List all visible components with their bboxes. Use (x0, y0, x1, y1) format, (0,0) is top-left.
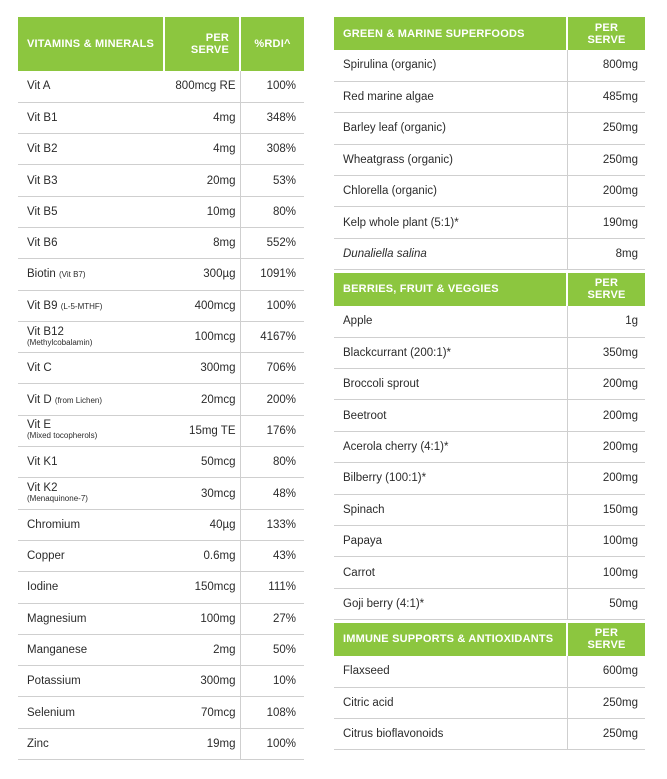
nutrient-name: Vit B12 (27, 325, 64, 338)
nutrient-name-cell (18, 666, 164, 697)
nutrient-name: Vit B6 (27, 237, 58, 250)
nutrient-rdi: 48% (240, 478, 304, 509)
nutrient-name-cell (18, 227, 164, 258)
nutrient-rdi: 100% (240, 290, 304, 321)
nutrient-name-cell (18, 478, 164, 509)
nutrient-form: (from Lichen) (54, 395, 103, 405)
vitamins-row (18, 728, 304, 759)
ingredient-amount: 250mg (567, 687, 645, 718)
ingredient-name: Red marine algae (334, 81, 567, 112)
vitamins-row (18, 227, 304, 258)
vitamins-row (18, 697, 304, 728)
nutrient-rdi: 706% (240, 353, 304, 384)
per-serve-header: PER SERVE (567, 17, 645, 50)
ingredient-row (334, 400, 645, 431)
nutrient-name: Vit A (27, 80, 51, 93)
nutrient-amount: 8mg (164, 227, 240, 258)
nutrient-name: Copper (27, 550, 65, 563)
ingredient-amount: 200mg (567, 369, 645, 400)
nutrient-name-cell (18, 634, 164, 665)
ingredient-row (334, 238, 645, 269)
vitamins-row (18, 509, 304, 540)
nutrient-name-cell (18, 290, 164, 321)
ingredient-name: Dunaliella salina (334, 238, 567, 269)
ingredient-amount: 200mg (567, 463, 645, 494)
ingredient-row (334, 431, 645, 462)
nutrient-rdi: 43% (240, 540, 304, 571)
ingredient-name: Goji berry (4:1)* (334, 588, 567, 619)
nutrient-rdi: 133% (240, 509, 304, 540)
nutrient-rdi: 100% (240, 728, 304, 759)
nutrient-name-cell (18, 603, 164, 634)
ingredient-amount: 600mg (567, 656, 645, 687)
vitamins-row (18, 290, 304, 321)
vitamins-row (18, 165, 304, 196)
ingredient-amount: 485mg (567, 81, 645, 112)
ingredient-name: Chlorella (organic) (334, 176, 567, 207)
nutrient-rdi: 200% (240, 384, 304, 415)
nutrient-rdi: 100% (240, 71, 304, 102)
ingredient-amount: 50mg (567, 588, 645, 619)
ingredient-row (334, 207, 645, 238)
ingredient-row (334, 337, 645, 368)
vitamins-row (18, 71, 304, 102)
vitamins-row (18, 102, 304, 133)
nutrient-form: (Methylcobalamin) (27, 337, 93, 347)
ingredient-name: Barley leaf (organic) (334, 113, 567, 144)
section-title: BERRIES, FRUIT & VEGGIES (334, 273, 567, 306)
nutrient-name-cell (18, 384, 164, 415)
nutrient-rdi: 108% (240, 697, 304, 728)
vitamins-row (18, 134, 304, 165)
ingredient-row (334, 525, 645, 556)
nutrient-rdi: 1091% (240, 259, 304, 290)
nutrient-name-cell (18, 415, 164, 446)
ingredient-row (334, 463, 645, 494)
nutrient-amount: 300µg (164, 259, 240, 290)
nutrient-name: Vit B9 (27, 299, 58, 312)
nutrient-name: Manganese (27, 643, 88, 656)
ingredient-name: Kelp whole plant (5:1)* (334, 207, 567, 238)
per-serve-header: PER SERVE (567, 273, 645, 306)
ingredient-amount: 250mg (567, 113, 645, 144)
nutrient-name: Zinc (27, 737, 49, 750)
ingredient-row (334, 144, 645, 175)
nutrient-rdi: 111% (240, 572, 304, 603)
ingredient-row (334, 557, 645, 588)
nutrient-amount: 400mcg (164, 290, 240, 321)
section-title: IMMUNE SUPPORTS & ANTIOXIDANTS (334, 623, 567, 656)
vitamins-header-cell: VITAMINS & MINERALS (18, 17, 164, 71)
nutrient-name: Vit E (27, 419, 52, 432)
nutrient-name: Magnesium (27, 612, 87, 625)
nutrient-name-cell (18, 509, 164, 540)
nutrient-amount: 300mg (164, 353, 240, 384)
nutrient-name-cell (18, 165, 164, 196)
ingredient-amount: 200mg (567, 400, 645, 431)
nutrient-name: Vit B5 (27, 205, 58, 218)
ingredient-amount: 200mg (567, 176, 645, 207)
ingredient-amount: 800mg (567, 50, 645, 81)
nutrient-amount: 100mcg (164, 321, 240, 352)
nutrient-amount: 100mg (164, 603, 240, 634)
ingredient-row (334, 81, 645, 112)
vitamins-row (18, 540, 304, 571)
ingredient-name: Flaxseed (334, 656, 567, 687)
nutrient-name: Selenium (27, 706, 75, 719)
nutrient-amount: 4mg (164, 134, 240, 165)
nutrient-name: Vit B1 (27, 111, 58, 124)
ingredient-row (334, 306, 645, 337)
nutrient-rdi: 348% (240, 102, 304, 133)
vitamins-row (18, 572, 304, 603)
ingredient-name: Citrus bioflavonoids (334, 718, 567, 749)
nutrient-form: (Mixed tocopherols) (27, 431, 98, 441)
ingredient-row (334, 588, 645, 619)
vitamins-row (18, 196, 304, 227)
vitamins-row (18, 259, 304, 290)
nutrient-amount: 10mg (164, 196, 240, 227)
ingredient-name: Blackcurrant (200:1)* (334, 337, 567, 368)
nutrient-name: Vit C (27, 362, 52, 375)
nutrient-name: Chromium (27, 518, 81, 531)
nutrient-amount: 20mg (164, 165, 240, 196)
ingredient-name: Citric acid (334, 687, 567, 718)
ingredient-name: Carrot (334, 557, 567, 588)
ingredient-name: Broccoli sprout (334, 369, 567, 400)
nutrient-amount: 70mcg (164, 697, 240, 728)
vitamins-row (18, 384, 304, 415)
nutrient-amount: 150mcg (164, 572, 240, 603)
section-header-row (334, 623, 645, 656)
nutrient-name: Vit D (27, 393, 52, 406)
nutrient-amount: 300mg (164, 666, 240, 697)
nutrient-amount: 2mg (164, 634, 240, 665)
nutrient-name: Potassium (27, 675, 81, 688)
ingredient-name: Apple (334, 306, 567, 337)
ingredient-amount: 350mg (567, 337, 645, 368)
ingredient-row (334, 687, 645, 718)
ingredient-row (334, 176, 645, 207)
vitamins-header-cell: %RDI^ (240, 17, 304, 71)
nutrient-form: (L-5-MTHF) (60, 301, 103, 311)
ingredient-amount: 250mg (567, 144, 645, 175)
ingredient-amount: 1g (567, 306, 645, 337)
ingredient-name: Papaya (334, 525, 567, 556)
ingredient-name: Acerola cherry (4:1)* (334, 431, 567, 462)
ingredient-amount: 100mg (567, 525, 645, 556)
nutrient-form: (Menaquinone-7) (27, 494, 88, 503)
nutrient-amount: 50mcg (164, 447, 240, 478)
ingredient-amount: 190mg (567, 207, 645, 238)
ingredient-amount: 250mg (567, 718, 645, 749)
superfoods-table (334, 17, 645, 750)
nutrient-rdi: 10% (240, 666, 304, 697)
nutrient-name: Vit K2 (27, 482, 58, 494)
nutrient-name-cell (18, 134, 164, 165)
ingredient-row (334, 50, 645, 81)
ingredient-name: Wheatgrass (organic) (334, 144, 567, 175)
nutrient-name: Vit B2 (27, 143, 58, 156)
vitamins-row (18, 321, 304, 352)
ingredient-row (334, 494, 645, 525)
vitamins-row (18, 415, 304, 446)
nutrient-name-cell (18, 196, 164, 227)
nutrient-name-cell (18, 259, 164, 290)
nutrient-rdi: 552% (240, 227, 304, 258)
nutrient-amount: 800mcg RE (164, 71, 240, 102)
nutrient-amount: 4mg (164, 102, 240, 133)
nutrient-rdi: 53% (240, 165, 304, 196)
nutrient-name-cell (18, 71, 164, 102)
nutrient-name-cell (18, 572, 164, 603)
nutrient-name-cell (18, 728, 164, 759)
nutrient-amount: 19mg (164, 728, 240, 759)
nutrient-rdi: 308% (240, 134, 304, 165)
ingredient-amount: 8mg (567, 238, 645, 269)
vitamins-header-cell: PER SERVE (164, 17, 240, 71)
ingredient-name: Spirulina (organic) (334, 50, 567, 81)
section-header-row (334, 17, 645, 50)
nutrient-amount: 15mg TE (164, 415, 240, 446)
nutrient-amount: 30mcg (164, 478, 240, 509)
vitamins-row (18, 478, 304, 509)
nutrient-rdi: 80% (240, 196, 304, 227)
nutrient-name: Vit B3 (27, 174, 58, 187)
nutrient-name-cell (18, 540, 164, 571)
vitamins-row (18, 447, 304, 478)
ingredient-row (334, 113, 645, 144)
section-header-row (334, 273, 645, 306)
nutrient-name-cell (18, 321, 164, 352)
vitamins-row (18, 353, 304, 384)
nutrient-name: Iodine (27, 581, 59, 594)
vitamins-minerals-table (18, 17, 304, 760)
nutrient-rdi: 27% (240, 603, 304, 634)
section-title: GREEN & MARINE SUPERFOODS (334, 17, 567, 50)
ingredient-row (334, 369, 645, 400)
nutrient-name: Biotin (27, 268, 56, 281)
vitamins-header-row (18, 17, 304, 71)
nutrient-rdi: 80% (240, 447, 304, 478)
nutrient-form: (Vit B7) (58, 270, 86, 280)
ingredient-name: Beetroot (334, 400, 567, 431)
nutrient-amount: 40µg (164, 509, 240, 540)
nutrient-rdi: 50% (240, 634, 304, 665)
nutrient-rdi: 4167% (240, 321, 304, 352)
nutrient-amount: 0.6mg (164, 540, 240, 571)
vitamins-row (18, 603, 304, 634)
nutrient-name-cell (18, 697, 164, 728)
per-serve-header: PER SERVE (567, 623, 645, 656)
ingredient-amount: 200mg (567, 431, 645, 462)
vitamins-row (18, 666, 304, 697)
nutrient-name-cell (18, 447, 164, 478)
ingredient-row (334, 656, 645, 687)
ingredient-name: Bilberry (100:1)* (334, 463, 567, 494)
ingredient-row (334, 718, 645, 749)
ingredient-amount: 150mg (567, 494, 645, 525)
vitamins-row (18, 634, 304, 665)
ingredient-amount: 100mg (567, 557, 645, 588)
ingredient-name: Spinach (334, 494, 567, 525)
nutrient-amount: 20mcg (164, 384, 240, 415)
nutrient-rdi: 176% (240, 415, 304, 446)
nutrient-name-cell (18, 353, 164, 384)
nutrient-name-cell (18, 102, 164, 133)
nutrient-name: Vit K1 (27, 456, 58, 469)
